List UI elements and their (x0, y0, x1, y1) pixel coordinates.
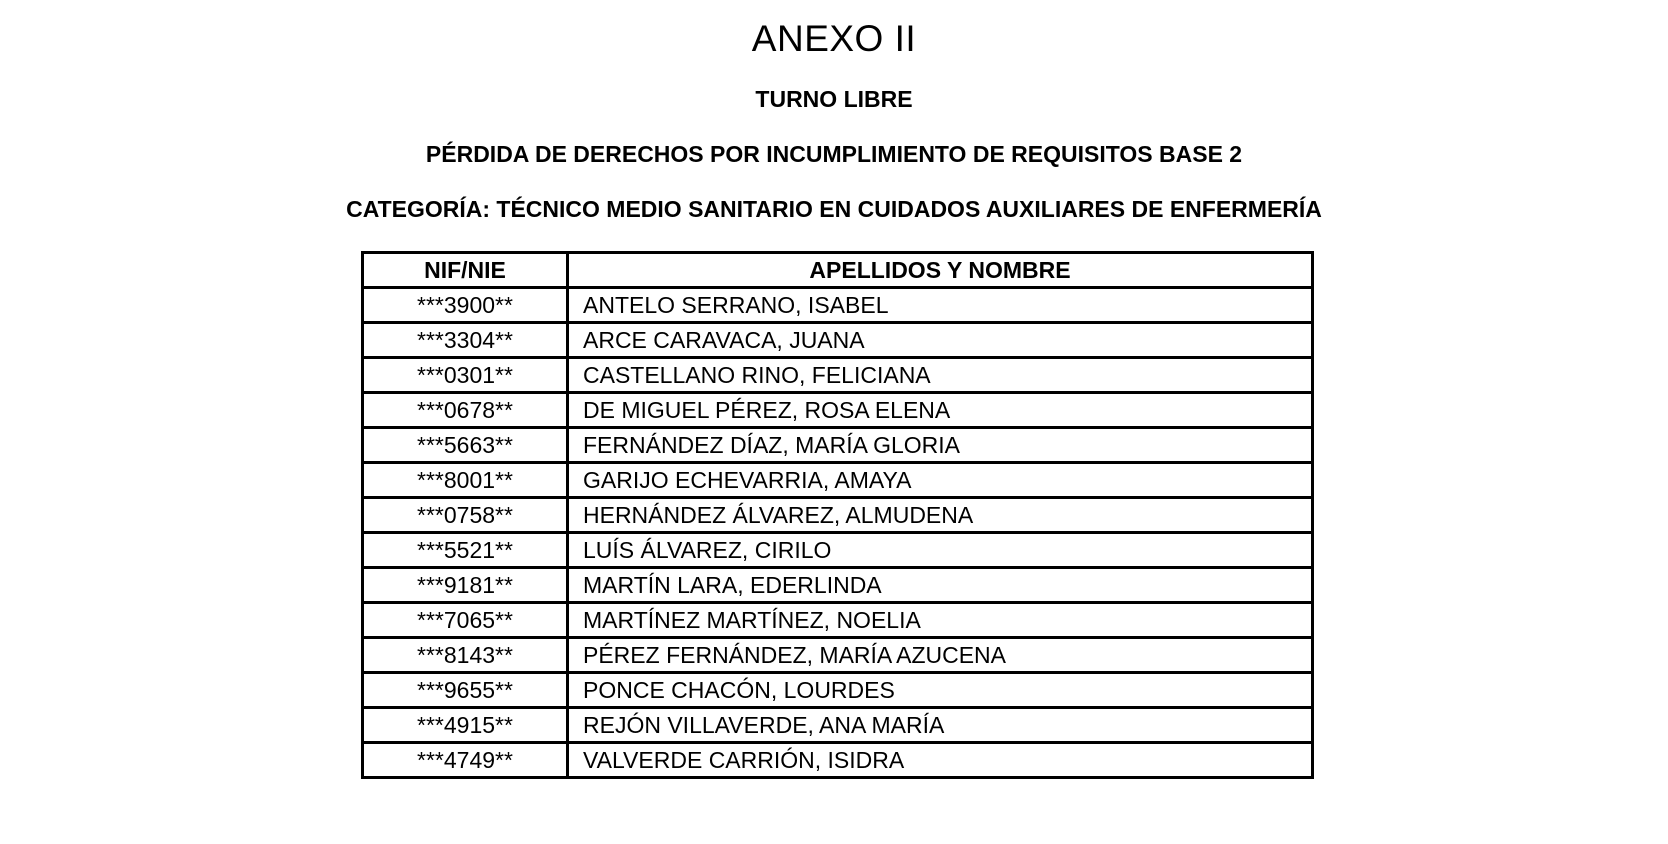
nif-cell: ***0758** (363, 498, 568, 533)
nif-cell: ***8001** (363, 463, 568, 498)
name-cell: CASTELLANO RINO, FELICIANA (568, 358, 1313, 393)
table-row (363, 708, 1313, 743)
name-cell: GARIJO ECHEVARRIA, AMAYA (568, 463, 1313, 498)
document-subtitle-turno: TURNO LIBRE (755, 86, 913, 112)
nif-cell: ***7065** (363, 603, 568, 638)
name-cell: MARTÍN LARA, EDERLINDA (568, 568, 1313, 603)
table-row (363, 568, 1313, 603)
column-header-name: APELLIDOS Y NOMBRE (568, 253, 1313, 288)
table-row (363, 358, 1313, 393)
table-row (363, 498, 1313, 533)
table-header (363, 253, 1313, 288)
table-row (363, 393, 1313, 428)
nif-cell: ***3304** (363, 323, 568, 358)
document-subtitle-categoria: CATEGORÍA: TÉCNICO MEDIO SANITARIO EN CUIDADOS AUXILIARES DE ENFERMERÍA (346, 196, 1322, 222)
document-subtitle-perdida: PÉRDIDA DE DERECHOS POR INCUMPLIMIENTO DE REQUISITOS BASE 2 (425, 141, 1243, 167)
column-header-nif: NIF/NIE (363, 253, 568, 288)
nif-cell: ***9181** (363, 568, 568, 603)
table-row (363, 533, 1313, 568)
name-cell: VALVERDE CARRIÓN, ISIDRA (568, 743, 1313, 778)
name-cell: PONCE CHACÓN, LOURDES (568, 673, 1313, 708)
table-row (363, 463, 1313, 498)
nif-cell: ***5521** (363, 533, 568, 568)
name-cell: ARCE CARAVACA, JUANA (568, 323, 1313, 358)
nif-cell: ***4915** (363, 708, 568, 743)
nif-cell: ***0301** (363, 358, 568, 393)
candidates-table (361, 251, 1314, 779)
table-row (363, 428, 1313, 463)
table-row (363, 673, 1313, 708)
table-body (363, 288, 1313, 778)
nif-cell: ***8143** (363, 638, 568, 673)
table-row (363, 288, 1313, 323)
table-row (363, 603, 1313, 638)
nif-cell: ***5663** (363, 428, 568, 463)
name-cell: DE MIGUEL PÉREZ, ROSA ELENA (568, 393, 1313, 428)
nif-cell: ***9655** (363, 673, 568, 708)
table-row (363, 743, 1313, 778)
name-cell: HERNÁNDEZ ÁLVAREZ, ALMUDENA (568, 498, 1313, 533)
nif-cell: ***4749** (363, 743, 568, 778)
table-row (363, 323, 1313, 358)
name-cell: MARTÍNEZ MARTÍNEZ, NOELIA (568, 603, 1313, 638)
name-cell: REJÓN VILLAVERDE, ANA MARÍA (568, 708, 1313, 743)
table-row (363, 638, 1313, 673)
nif-cell: ***3900** (363, 288, 568, 323)
name-cell: FERNÁNDEZ DÍAZ, MARÍA GLORIA (568, 428, 1313, 463)
nif-cell: ***0678** (363, 393, 568, 428)
document-title: ANEXO II (751, 18, 917, 59)
name-cell: LUÍS ÁLVAREZ, CIRILO (568, 533, 1313, 568)
name-cell: PÉREZ FERNÁNDEZ, MARÍA AZUCENA (568, 638, 1313, 673)
table-header-row (363, 253, 1313, 288)
name-cell: ANTELO SERRANO, ISABEL (568, 288, 1313, 323)
